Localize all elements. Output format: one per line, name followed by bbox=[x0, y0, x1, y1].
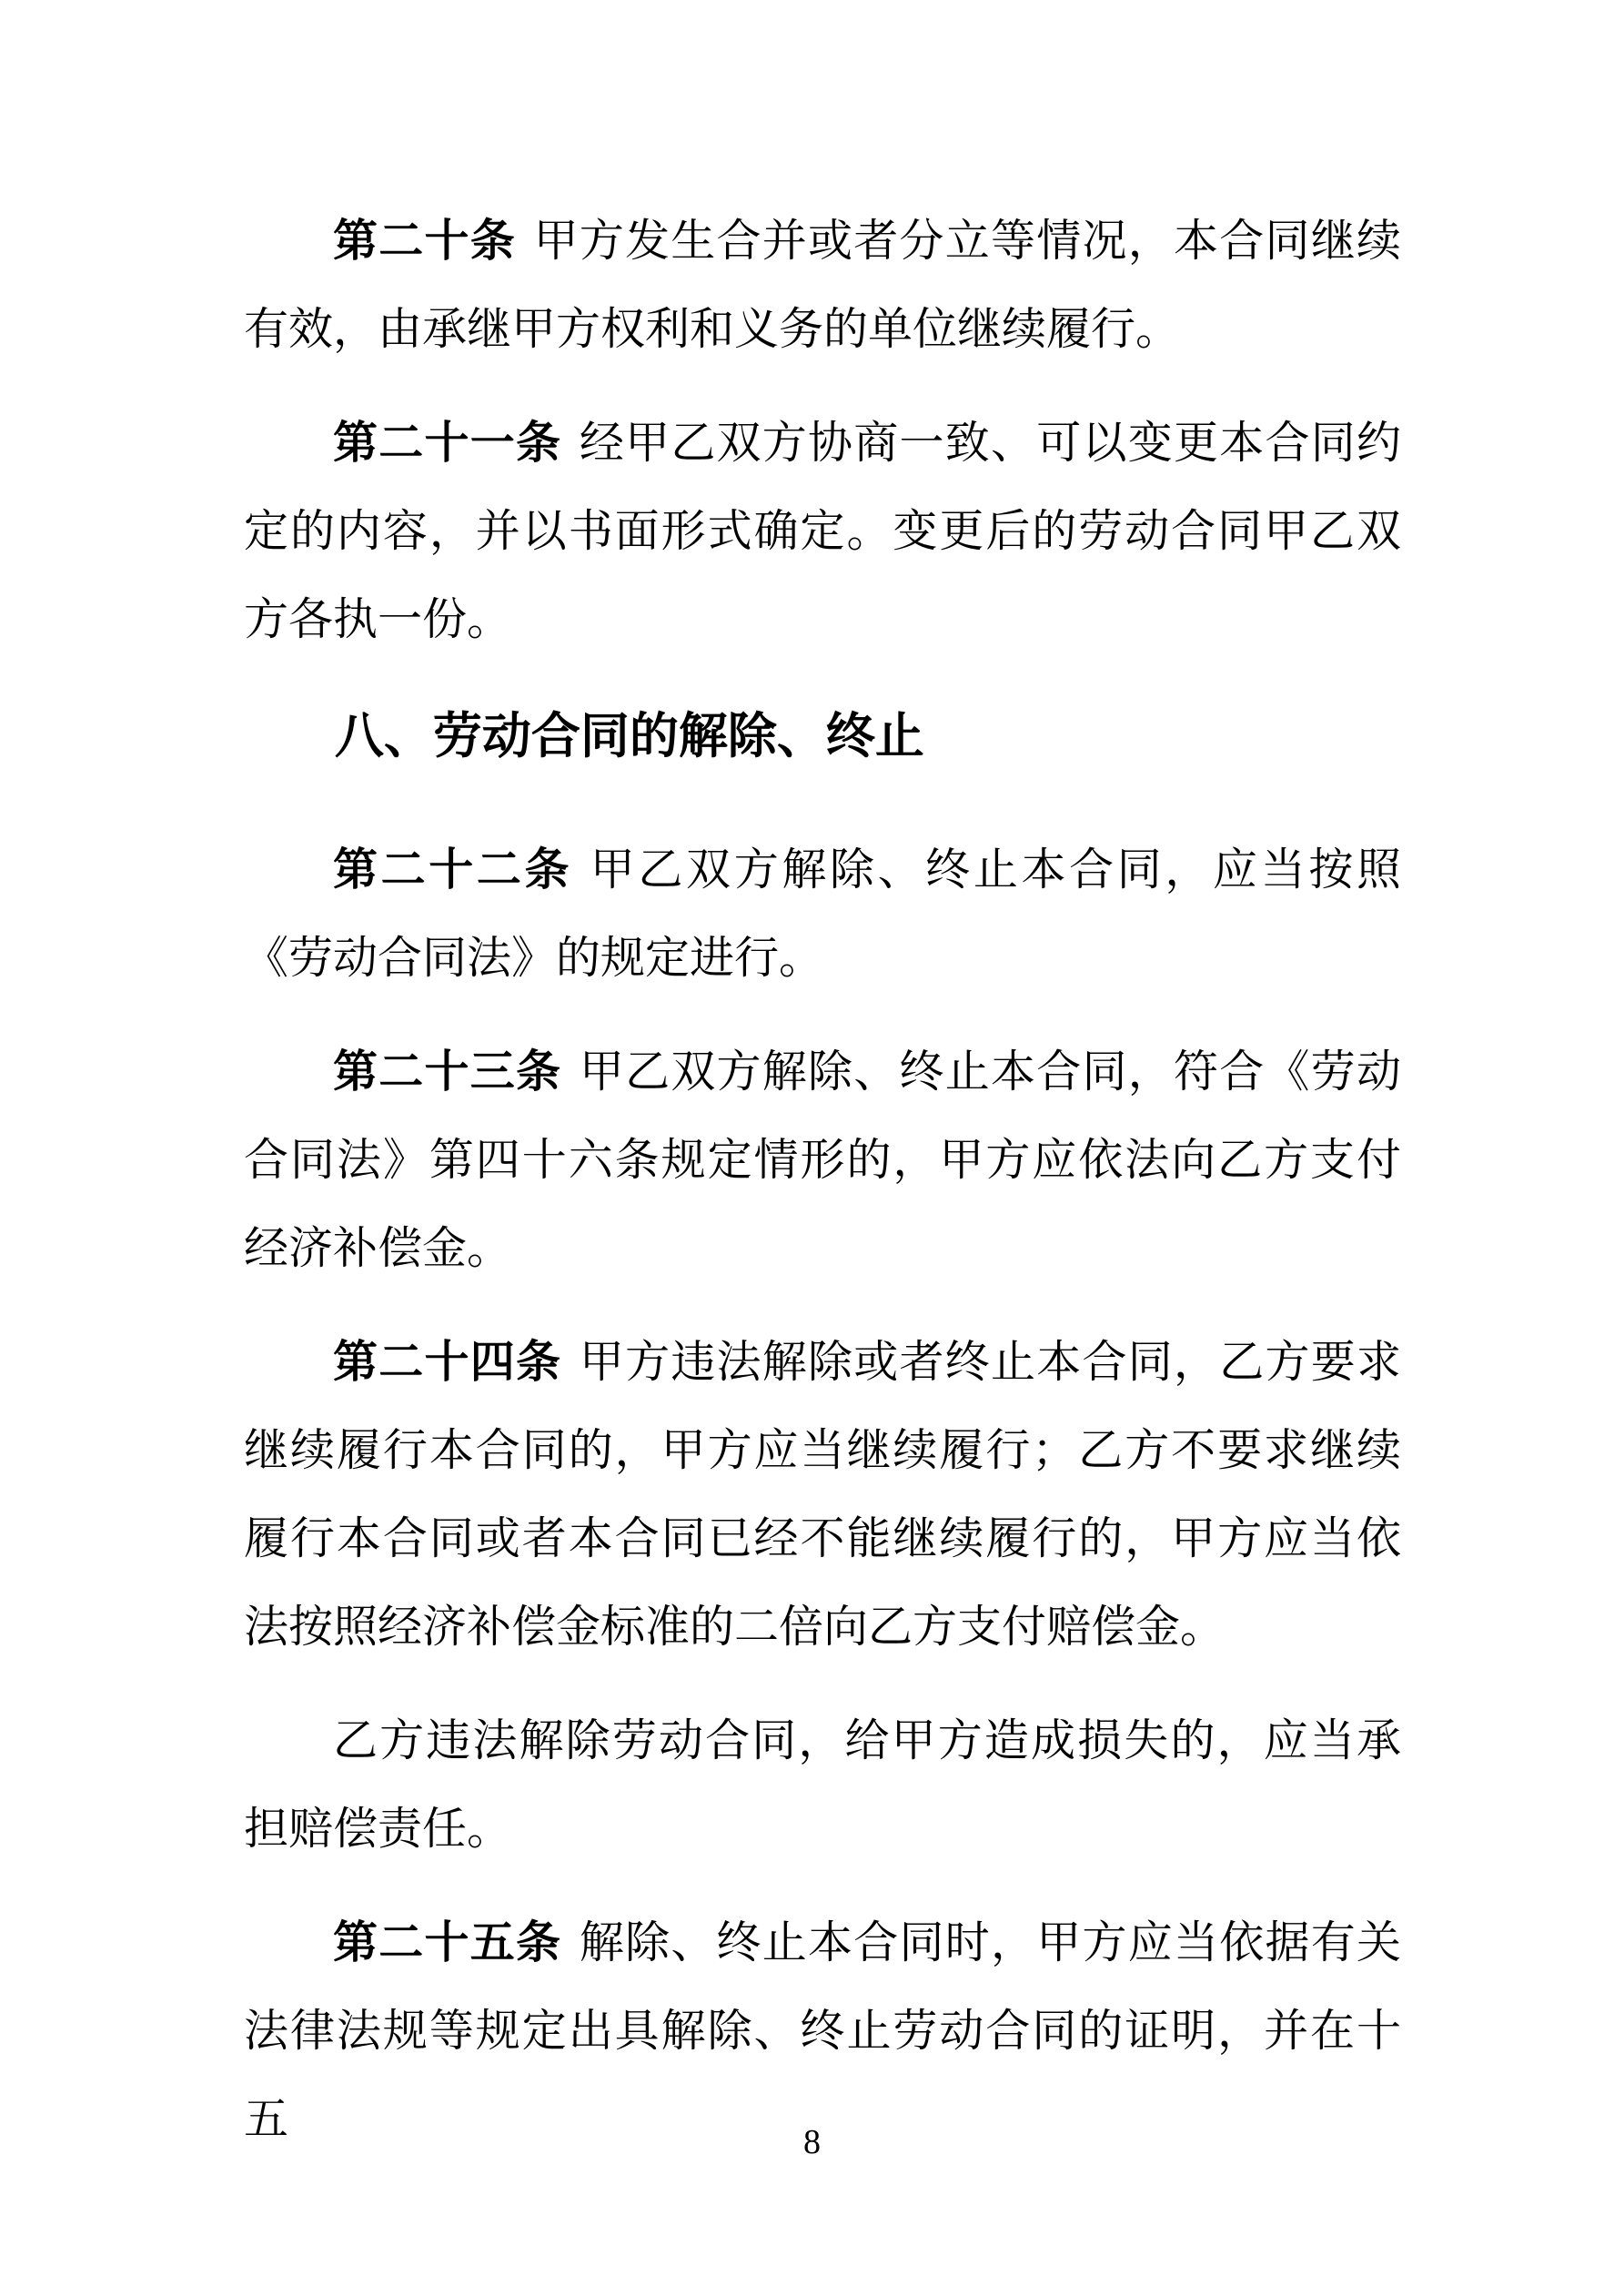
clause-22-label: 第二十二条 bbox=[333, 845, 573, 895]
page-footer bbox=[0, 2122, 1624, 2162]
clause-24-supplement-text: 乙方违法解除劳动合同，给甲方造成损失的，应当承担赔偿责任。 bbox=[244, 1715, 1401, 1854]
clause-21-text: 经甲乙双方协商一致、可以变更本合同约定的内容，并以书面形式确定。变更后的劳动合同甲乙双方各执一份。 bbox=[244, 418, 1401, 644]
clause-25-label: 第二十五条 bbox=[333, 1917, 562, 1967]
document-body bbox=[244, 197, 1401, 2189]
clause-23-label: 第二十三条 bbox=[333, 1047, 562, 1097]
clause-22-text: 甲乙双方解除、终止本合同，应当按照《劳动合同法》的规定进行。 bbox=[244, 845, 1401, 983]
clause-24-label: 第二十四条 bbox=[333, 1337, 562, 1387]
clause-20-text: 甲方发生合并或者分立等情况，本合同继续有效，由承继甲方权利和义务的单位继续履行。 bbox=[244, 216, 1401, 354]
clause-21-paragraph bbox=[244, 399, 1401, 663]
clause-24-supplement-paragraph bbox=[244, 1696, 1401, 1873]
clause-24-paragraph bbox=[244, 1318, 1401, 1671]
clause-22-paragraph bbox=[244, 825, 1401, 1002]
clause-23-paragraph bbox=[244, 1027, 1401, 1292]
page-number: 8 bbox=[803, 2123, 821, 2161]
clause-24-text: 甲方违法解除或者终止本合同，乙方要求继续履行本合同的，甲方应当继续履行；乙方不要求继续履行本合同或者本合同已经不能继续履行的，甲方应当依法按照经济补偿金标准的二倍向乙方支付赔偿金。 bbox=[244, 1337, 1401, 1652]
clause-21-label: 第二十一条 bbox=[333, 418, 562, 468]
clause-23-text: 甲乙双方解除、终止本合同，符合《劳动合同法》第四十六条规定情形的，甲方应依法向乙方支付经济补偿金。 bbox=[244, 1047, 1401, 1273]
clause-20-paragraph bbox=[244, 197, 1401, 373]
clause-20-label: 第二十条 bbox=[333, 216, 516, 266]
clause-25-text: 解除、终止本合同时，甲方应当依据有关法律法规等规定出具解除、终止劳动合同的证明，并在十五 bbox=[244, 1917, 1401, 2144]
section-8-heading: 八、劳动合同的解除、终止 bbox=[334, 709, 924, 764]
